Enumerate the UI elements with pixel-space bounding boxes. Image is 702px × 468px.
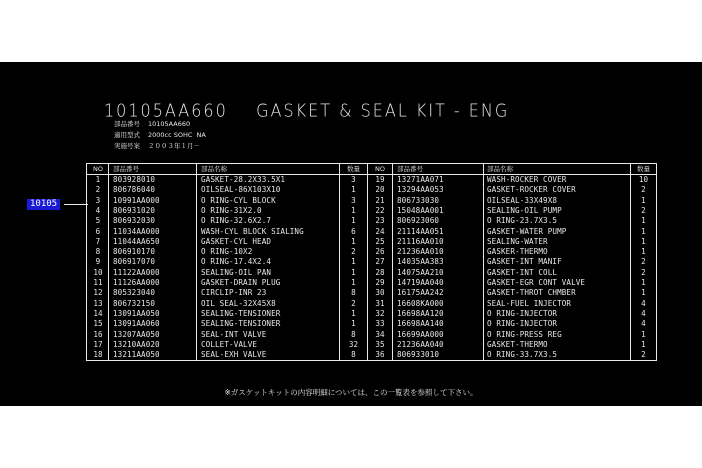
column-divider: [108, 164, 109, 360]
part-number: 13210AA020: [113, 339, 160, 349]
row-number: 11: [93, 278, 103, 287]
quantity: 2: [641, 205, 646, 215]
quantity: 6: [351, 226, 356, 236]
row-number: 18: [93, 350, 103, 360]
part-number: 803928010: [113, 175, 156, 184]
part-name: GASKET-THERMO: [487, 339, 548, 349]
part-name: O RING-CYL BLOCK: [201, 195, 276, 205]
row-number: 7: [95, 236, 101, 246]
row-number: 20: [375, 185, 385, 195]
part-name: O RING-INJECTOR: [487, 308, 558, 318]
quantity: 2: [351, 298, 356, 308]
part-name: GASKET-EGR CONT VALVE: [487, 278, 586, 287]
part-name: GASKET-WATER PUMP: [487, 226, 567, 236]
header-part-no: 部品番号: [397, 165, 423, 173]
part-number: 13294AA053: [397, 185, 444, 195]
quantity: 3: [351, 175, 356, 184]
row-number: 2: [95, 185, 101, 195]
row-number: 19: [375, 175, 385, 184]
row-number: 10: [93, 267, 103, 277]
part-name: WASH-ROCKER COVER: [487, 175, 567, 184]
quantity: 1: [641, 195, 646, 205]
meta-value: 10105AA660: [148, 120, 191, 128]
part-name: GASKER-THERMO: [487, 247, 548, 257]
drawing-sheet: [0, 62, 702, 406]
part-number: 21116AA010: [397, 236, 444, 246]
part-number: 15048AA001: [397, 205, 444, 215]
meta-part-number: [114, 119, 190, 128]
part-number: 13091AA060: [113, 319, 160, 329]
row-number: 3: [95, 195, 101, 205]
part-number: 16698AA120: [397, 308, 444, 318]
quantity: 1: [641, 339, 646, 349]
part-number: 806733030: [397, 195, 440, 205]
quantity: 4: [641, 298, 646, 308]
quantity: 1: [351, 267, 356, 277]
part-name: SEAL-EXH VALVE: [201, 350, 267, 360]
part-name: WASH-CYL BLOCK SIALING: [201, 226, 304, 236]
meta-key: 実施号案: [114, 142, 140, 150]
row-number: 22: [375, 205, 385, 215]
meta-key: 部品番号: [114, 120, 140, 128]
part-number: 806732150: [113, 298, 156, 308]
part-name: SEALING-OIL PAN: [201, 267, 272, 277]
row-number: 14: [93, 308, 103, 318]
part-name: O RING-33.7X3.5: [487, 350, 558, 360]
quantity: 1: [641, 247, 646, 257]
quantity: 1: [351, 216, 356, 226]
row-number: 26: [375, 247, 385, 257]
part-name: COLLET-VALVE: [201, 339, 258, 349]
meta-model: [114, 130, 206, 139]
callout-leader-line: [64, 204, 88, 205]
part-number: 806933010: [397, 350, 440, 360]
quantity: 4: [641, 308, 646, 318]
part-number: 14035AA383: [397, 257, 444, 267]
part-number: 806931020: [113, 205, 156, 215]
part-name: O RING-17.4X2.4: [201, 257, 272, 267]
row-number: 6: [95, 226, 101, 236]
part-number: 11044AA650: [113, 236, 160, 246]
quantity: 2: [351, 247, 356, 257]
part-number: 805323040: [113, 288, 156, 298]
row-number: 28: [375, 267, 385, 277]
part-name: O RING-32.6X2.7: [201, 216, 272, 226]
part-name: SEAL-INT VALVE: [201, 329, 267, 339]
meta-value: ２００３年１月－: [148, 142, 200, 150]
quantity: 4: [641, 319, 646, 329]
part-number: 16699AA000: [397, 329, 444, 339]
row-number: 21: [375, 195, 385, 205]
row-number: 34: [375, 329, 385, 339]
part-number: 11034AA000: [113, 226, 160, 236]
row-number: 5: [95, 216, 101, 226]
part-name: GASKET-28.2X33.5X1: [201, 175, 286, 184]
part-name: O RING-31X2.0: [201, 205, 262, 215]
row-number: 36: [375, 350, 385, 360]
quantity: 3: [351, 195, 356, 205]
part-number: 13207AA050: [113, 329, 160, 339]
row-number: 24: [375, 226, 385, 236]
part-name: O RING-PRESS REG: [487, 329, 562, 339]
row-number: 29: [375, 278, 385, 287]
part-number: 13211AA050: [113, 350, 160, 360]
part-name: SEALING-WATER: [487, 236, 548, 246]
part-name: OILSEAL-33X49X8: [487, 195, 558, 205]
quantity: 32: [348, 339, 359, 349]
quantity: 1: [351, 257, 356, 267]
quantity: 2: [641, 267, 646, 277]
column-divider: [196, 164, 197, 360]
page-title: 10105AA660 GASKET & SEAL KIT - ENG: [104, 100, 510, 121]
row-number: 31: [375, 298, 385, 308]
part-number: 13271AA071: [397, 175, 444, 184]
header-part-no: 部品番号: [113, 165, 139, 173]
header-part-name: 部品名称: [201, 165, 227, 173]
quantity: 2: [641, 257, 646, 267]
quantity: 1: [351, 236, 356, 246]
quantity: 1: [351, 205, 356, 215]
part-name: O RING-INJECTOR: [487, 319, 558, 329]
quantity: 10: [638, 175, 649, 184]
part-number: 806910170: [113, 247, 156, 257]
callout-label[interactable]: 10105: [27, 199, 60, 210]
quantity: 8: [351, 288, 356, 298]
part-name: GASKET-INT MANIF: [487, 257, 562, 267]
row-number: 15: [93, 319, 103, 329]
part-number: 11122AA000: [113, 267, 160, 277]
part-name: SEAL-FUEL INJECTOR: [487, 298, 572, 308]
part-name: OILSEAL-86X103X10: [201, 185, 281, 195]
part-name: SEALING-TENSIONER: [201, 319, 281, 329]
row-number: 4: [95, 205, 101, 215]
column-divider: [483, 164, 484, 360]
part-number: 806923060: [397, 216, 440, 226]
quantity: 1: [641, 226, 646, 236]
row-number: 33: [375, 319, 385, 329]
row-number: 8: [95, 247, 101, 257]
quantity: 1: [641, 216, 646, 226]
part-number: 16698AA140: [397, 319, 444, 329]
part-number: 11126AA000: [113, 278, 160, 287]
row-number: 9: [95, 257, 101, 267]
footnote: ※ガスケットキットの内容明細については、この一覧表を参照して下さい。: [224, 388, 478, 397]
row-number: 25: [375, 236, 385, 246]
part-number: 14719AA040: [397, 278, 444, 287]
quantity: 1: [641, 329, 646, 339]
part-number: 16175AA242: [397, 288, 444, 298]
quantity: 1: [351, 308, 356, 318]
part-name: GASKET-DRAIN PLUG: [201, 278, 281, 287]
part-number: 21236AA040: [397, 339, 444, 349]
parts-table: [86, 163, 657, 361]
quantity: 1: [351, 278, 356, 287]
quantity: 8: [351, 350, 356, 360]
part-number: 14075AA210: [397, 267, 444, 277]
part-name: GASKET-INT COLL: [487, 267, 558, 277]
part-name: SEALING-OIL PUMP: [487, 205, 562, 215]
part-number: 806786040: [113, 185, 156, 195]
part-number: 806917070: [113, 257, 156, 267]
part-number: 13091AA050: [113, 308, 160, 318]
row-number: 16: [93, 329, 103, 339]
row-number: 23: [375, 216, 385, 226]
column-divider: [392, 164, 393, 360]
header-no: NO: [93, 165, 103, 173]
meta-effective: [114, 141, 200, 150]
row-number: 32: [375, 308, 385, 318]
quantity: 1: [351, 319, 356, 329]
part-name: GASKET-ROCKER COVER: [487, 185, 576, 195]
quantity: 1: [351, 185, 356, 195]
part-number: 21236AA010: [397, 247, 444, 257]
row-number: 30: [375, 288, 385, 298]
quantity: 8: [351, 329, 356, 339]
row-number: 1: [95, 175, 101, 184]
row-number: 13: [93, 298, 103, 308]
header-qty: 数量: [637, 165, 650, 173]
part-name: OIL SEAL-32X45X8: [201, 298, 276, 308]
quantity: 2: [641, 185, 646, 195]
meta-key: 適用型式: [114, 131, 140, 139]
part-name: GASKET-CYL HEAD: [201, 236, 272, 246]
quantity: 2: [641, 350, 646, 360]
header-qty: 数量: [347, 165, 360, 173]
row-number: 17: [93, 339, 103, 349]
quantity: 1: [641, 236, 646, 246]
header-no: NO: [375, 165, 385, 173]
part-name: GASKET-THROT CHMBER: [487, 288, 576, 298]
part-number: 21114AA051: [397, 226, 444, 236]
row-number: 35: [375, 339, 385, 349]
row-number: 12: [93, 288, 103, 298]
quantity: 1: [641, 278, 646, 287]
quantity: 1: [641, 288, 646, 298]
header-part-name: 部品名称: [487, 165, 513, 173]
part-name: SEALING-TENSIONER: [201, 308, 281, 318]
row-number: 27: [375, 257, 385, 267]
meta-value: 2000cc SOHC NA: [148, 131, 206, 139]
part-number: 10991AA000: [113, 195, 160, 205]
part-number: 806932030: [113, 216, 156, 226]
part-name: CIRCLIP-INR 23: [201, 288, 267, 298]
part-name: O RING-10X2: [201, 247, 253, 257]
part-name: O RING-23.7X3.5: [487, 216, 558, 226]
part-number: 16608KA000: [397, 298, 444, 308]
